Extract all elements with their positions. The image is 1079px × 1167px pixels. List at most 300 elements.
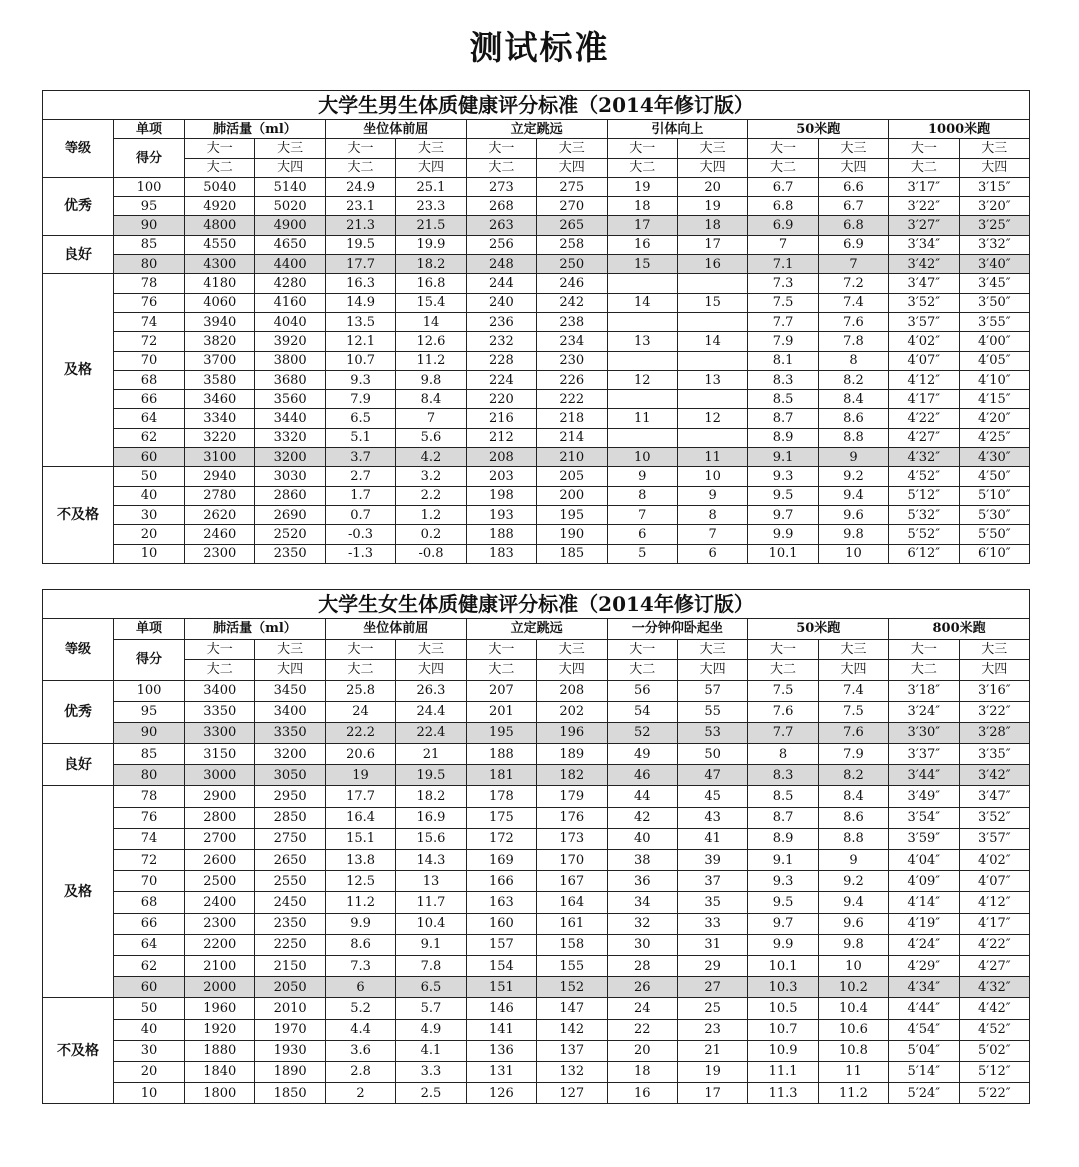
- year-group-label: 大三: [959, 139, 1029, 158]
- value-cell: 208: [466, 448, 536, 467]
- grade-label: 及格: [43, 786, 114, 998]
- value-cell: 160: [466, 913, 536, 934]
- year-group-label: 大四: [537, 660, 607, 681]
- value-cell: 9.3: [325, 370, 395, 389]
- value-cell: 55: [677, 701, 747, 722]
- table-row: [43, 977, 1030, 998]
- value-cell: 4′24″: [889, 934, 959, 955]
- value-cell: 10: [677, 467, 747, 486]
- value-cell: 10: [818, 544, 888, 563]
- value-cell: 3′54″: [889, 807, 959, 828]
- test-item-header: 50米跑: [748, 120, 889, 139]
- value-cell: 3200: [255, 448, 325, 467]
- table-row: [43, 701, 1030, 722]
- value-cell: 10.7: [748, 1019, 818, 1040]
- year-group-label: 大二: [325, 660, 395, 681]
- value-cell: 9.7: [748, 913, 818, 934]
- value-cell: 9.8: [396, 370, 466, 389]
- value-cell: 4′00″: [959, 332, 1029, 351]
- value-cell: [607, 274, 677, 293]
- table-row: [43, 255, 1030, 274]
- table-row: [43, 428, 1030, 447]
- value-cell: 28: [607, 955, 677, 976]
- value-cell: 208: [537, 680, 607, 701]
- value-cell: [677, 351, 747, 370]
- value-cell: 201: [466, 701, 536, 722]
- value-cell: 8.2: [818, 370, 888, 389]
- year-group-label: 大三: [677, 639, 747, 660]
- value-cell: 4920: [185, 197, 255, 216]
- value-cell: 2700: [185, 828, 255, 849]
- value-cell: 13: [396, 871, 466, 892]
- year-group-label: 大三: [537, 639, 607, 660]
- value-cell: 248: [466, 255, 536, 274]
- value-cell: 4′19″: [889, 913, 959, 934]
- table-row: [43, 744, 1030, 765]
- test-item-header: 肺活量（ml）: [185, 619, 326, 640]
- value-cell: 7.6: [748, 701, 818, 722]
- value-cell: 195: [466, 722, 536, 743]
- table-row: [43, 850, 1030, 871]
- value-cell: 240: [466, 293, 536, 312]
- score-cell: 60: [114, 977, 185, 998]
- value-cell: 1920: [185, 1019, 255, 1040]
- table-row: [43, 235, 1030, 254]
- value-cell: 11.3: [748, 1083, 818, 1104]
- value-cell: 2550: [255, 871, 325, 892]
- value-cell: 3′27″: [889, 216, 959, 235]
- value-cell: 4′07″: [889, 351, 959, 370]
- value-cell: 20.6: [325, 744, 395, 765]
- value-cell: 7.9: [748, 332, 818, 351]
- value-cell: 4′12″: [889, 370, 959, 389]
- value-cell: 136: [466, 1040, 536, 1061]
- value-cell: 3′44″: [889, 765, 959, 786]
- value-cell: 10.3: [748, 977, 818, 998]
- value-cell: 2.7: [325, 467, 395, 486]
- value-cell: 4′14″: [889, 892, 959, 913]
- score-cell: 100: [114, 177, 185, 196]
- value-cell: 7.9: [818, 744, 888, 765]
- value-cell: 188: [466, 744, 536, 765]
- value-cell: 34: [607, 892, 677, 913]
- value-cell: 17.7: [325, 255, 395, 274]
- value-cell: 9: [677, 486, 747, 505]
- header-row: [43, 660, 1030, 681]
- value-cell: 5′02″: [959, 1040, 1029, 1061]
- value-cell: 5.2: [325, 998, 395, 1019]
- grade-header: 等级: [43, 120, 114, 178]
- value-cell: 268: [466, 197, 536, 216]
- value-cell: 166: [466, 871, 536, 892]
- value-cell: 263: [466, 216, 536, 235]
- value-cell: 4.9: [396, 1019, 466, 1040]
- value-cell: 3′24″: [889, 701, 959, 722]
- value-cell: 9.4: [818, 892, 888, 913]
- value-cell: [677, 274, 747, 293]
- value-cell: 15.6: [396, 828, 466, 849]
- grade-label: 良好: [43, 744, 114, 786]
- value-cell: 1.2: [396, 505, 466, 524]
- value-cell: 35: [677, 892, 747, 913]
- value-cell: 3′57″: [889, 312, 959, 331]
- value-cell: 16: [607, 235, 677, 254]
- value-cell: 8.6: [818, 807, 888, 828]
- value-cell: 6.9: [748, 216, 818, 235]
- value-cell: 12: [677, 409, 747, 428]
- value-cell: 7.5: [818, 701, 888, 722]
- value-cell: 196: [537, 722, 607, 743]
- value-cell: 8.9: [748, 428, 818, 447]
- value-cell: 12.1: [325, 332, 395, 351]
- value-cell: 8.1: [748, 351, 818, 370]
- value-cell: 3′42″: [959, 765, 1029, 786]
- value-cell: 3′40″: [959, 255, 1029, 274]
- value-cell: 4550: [185, 235, 255, 254]
- value-cell: 54: [607, 701, 677, 722]
- value-cell: -0.3: [325, 525, 395, 544]
- header-row: [43, 139, 1030, 158]
- value-cell: 9.2: [818, 467, 888, 486]
- value-cell: 10.7: [325, 351, 395, 370]
- value-cell: [607, 428, 677, 447]
- value-cell: 7: [677, 525, 747, 544]
- value-cell: 4′17″: [889, 390, 959, 409]
- value-cell: 4180: [185, 274, 255, 293]
- value-cell: 242: [537, 293, 607, 312]
- value-cell: 9.7: [748, 505, 818, 524]
- score-cell: 100: [114, 680, 185, 701]
- value-cell: 4′32″: [959, 977, 1029, 998]
- value-cell: 5020: [255, 197, 325, 216]
- value-cell: 5′12″: [889, 486, 959, 505]
- value-cell: 11: [607, 409, 677, 428]
- value-cell: 258: [537, 235, 607, 254]
- value-cell: 19.9: [396, 235, 466, 254]
- value-cell: 3′18″: [889, 680, 959, 701]
- value-cell: 11.2: [396, 351, 466, 370]
- value-cell: 7.4: [818, 680, 888, 701]
- value-cell: 52: [607, 722, 677, 743]
- value-cell: 205: [537, 467, 607, 486]
- value-cell: 37: [677, 871, 747, 892]
- value-cell: 8: [818, 351, 888, 370]
- value-cell: 183: [466, 544, 536, 563]
- header-row: [43, 619, 1030, 640]
- value-cell: 3.3: [396, 1061, 466, 1082]
- year-group-label: 大一: [325, 139, 395, 158]
- value-cell: 7: [748, 235, 818, 254]
- value-cell: 9.5: [748, 486, 818, 505]
- year-group-label: 大一: [185, 639, 255, 660]
- value-cell: 17: [677, 1083, 747, 1104]
- value-cell: 2300: [185, 913, 255, 934]
- value-cell: 7.5: [748, 293, 818, 312]
- value-cell: 22.2: [325, 722, 395, 743]
- value-cell: 2350: [255, 913, 325, 934]
- value-cell: 14: [607, 293, 677, 312]
- value-cell: 14.9: [325, 293, 395, 312]
- value-cell: 203: [466, 467, 536, 486]
- value-cell: 7.6: [818, 312, 888, 331]
- grade-header: 等级: [43, 619, 114, 681]
- value-cell: 3700: [185, 351, 255, 370]
- value-cell: 2050: [255, 977, 325, 998]
- value-cell: 3′37″: [889, 744, 959, 765]
- score-cell: 64: [114, 409, 185, 428]
- table-row: [43, 955, 1030, 976]
- value-cell: 26.3: [396, 680, 466, 701]
- value-cell: 1970: [255, 1019, 325, 1040]
- value-cell: 5.6: [396, 428, 466, 447]
- score-cell: 66: [114, 913, 185, 934]
- value-cell: 0.2: [396, 525, 466, 544]
- table-row: [43, 409, 1030, 428]
- value-cell: 173: [537, 828, 607, 849]
- value-cell: 2400: [185, 892, 255, 913]
- value-cell: 3′57″: [959, 828, 1029, 849]
- value-cell: 3′20″: [959, 197, 1029, 216]
- value-cell: 3′47″: [959, 786, 1029, 807]
- value-cell: 181: [466, 765, 536, 786]
- value-cell: 6.5: [396, 977, 466, 998]
- value-cell: 1960: [185, 998, 255, 1019]
- value-cell: 22.4: [396, 722, 466, 743]
- value-cell: 4′12″: [959, 892, 1029, 913]
- value-cell: 9: [818, 448, 888, 467]
- value-cell: 2940: [185, 467, 255, 486]
- value-cell: 4′20″: [959, 409, 1029, 428]
- header-row: [43, 158, 1030, 177]
- year-group-label: 大一: [607, 139, 677, 158]
- year-group-label: 大四: [818, 158, 888, 177]
- table-row: [43, 351, 1030, 370]
- score-cell: 62: [114, 955, 185, 976]
- value-cell: 3′35″: [959, 744, 1029, 765]
- value-cell: 12: [607, 370, 677, 389]
- value-cell: 4′02″: [959, 850, 1029, 871]
- value-cell: 3′16″: [959, 680, 1029, 701]
- value-cell: 169: [466, 850, 536, 871]
- value-cell: 151: [466, 977, 536, 998]
- value-cell: 3′15″: [959, 177, 1029, 196]
- value-cell: 236: [466, 312, 536, 331]
- value-cell: 3′30″: [889, 722, 959, 743]
- value-cell: 155: [537, 955, 607, 976]
- value-cell: 4060: [185, 293, 255, 312]
- value-cell: 11.7: [396, 892, 466, 913]
- value-cell: 25.8: [325, 680, 395, 701]
- value-cell: 2460: [185, 525, 255, 544]
- test-item-header: 引体向上: [607, 120, 748, 139]
- value-cell: 8.8: [818, 428, 888, 447]
- value-cell: 141: [466, 1019, 536, 1040]
- value-cell: 25.1: [396, 177, 466, 196]
- value-cell: 21.3: [325, 216, 395, 235]
- value-cell: 7: [818, 255, 888, 274]
- value-cell: 21: [677, 1040, 747, 1061]
- value-cell: 232: [466, 332, 536, 351]
- value-cell: 4040: [255, 312, 325, 331]
- value-cell: 12.5: [325, 871, 395, 892]
- value-cell: [677, 390, 747, 409]
- table-row: [43, 293, 1030, 312]
- value-cell: 7.3: [748, 274, 818, 293]
- value-cell: 2.8: [325, 1061, 395, 1082]
- value-cell: 18.2: [396, 786, 466, 807]
- value-cell: 220: [466, 390, 536, 409]
- value-cell: 167: [537, 871, 607, 892]
- year-group-label: 大三: [396, 639, 466, 660]
- value-cell: 11.2: [325, 892, 395, 913]
- value-cell: 142: [537, 1019, 607, 1040]
- value-cell: 228: [466, 351, 536, 370]
- value-cell: 4900: [255, 216, 325, 235]
- table-row: [43, 680, 1030, 701]
- grade-label: 不及格: [43, 998, 114, 1104]
- value-cell: 198: [466, 486, 536, 505]
- value-cell: 23: [677, 1019, 747, 1040]
- value-cell: 3′34″: [889, 235, 959, 254]
- value-cell: 8.4: [818, 390, 888, 409]
- year-group-label: 大三: [818, 139, 888, 158]
- value-cell: 4′27″: [959, 955, 1029, 976]
- value-cell: 8: [607, 486, 677, 505]
- table-row: [43, 807, 1030, 828]
- value-cell: 31: [677, 934, 747, 955]
- value-cell: 8.8: [818, 828, 888, 849]
- value-cell: 1890: [255, 1061, 325, 1082]
- score-cell: 70: [114, 351, 185, 370]
- value-cell: 3.6: [325, 1040, 395, 1061]
- table-row: [43, 765, 1030, 786]
- value-cell: 234: [537, 332, 607, 351]
- value-cell: 3680: [255, 370, 325, 389]
- table-row: [43, 177, 1030, 196]
- value-cell: 38: [607, 850, 677, 871]
- table-row: [43, 1061, 1030, 1082]
- value-cell: 14: [677, 332, 747, 351]
- value-cell: 270: [537, 197, 607, 216]
- value-cell: [677, 428, 747, 447]
- value-cell: 6.8: [818, 216, 888, 235]
- table-title: 大学生男生体质健康评分标准（2014年修订版）: [42, 90, 1030, 119]
- value-cell: 3′17″: [889, 177, 959, 196]
- table-row: [43, 505, 1030, 524]
- value-cell: 190: [537, 525, 607, 544]
- score-header: 单项: [114, 619, 185, 640]
- value-cell: 127: [537, 1083, 607, 1104]
- value-cell: 8.4: [818, 786, 888, 807]
- value-cell: 202: [537, 701, 607, 722]
- value-cell: 3560: [255, 390, 325, 409]
- test-item-header: 坐位体前屈: [325, 619, 466, 640]
- table-row: [43, 370, 1030, 389]
- value-cell: 8.7: [748, 409, 818, 428]
- test-item-header: 立定跳远: [466, 619, 607, 640]
- value-cell: 3′22″: [889, 197, 959, 216]
- value-cell: 4400: [255, 255, 325, 274]
- value-cell: 5040: [185, 177, 255, 196]
- table-row: [43, 448, 1030, 467]
- value-cell: 6.5: [325, 409, 395, 428]
- year-group-label: 大四: [255, 660, 325, 681]
- value-cell: 8.5: [748, 390, 818, 409]
- score-cell: 50: [114, 467, 185, 486]
- value-cell: 9.1: [748, 850, 818, 871]
- test-item-header: 1000米跑: [889, 120, 1030, 139]
- value-cell: 9.9: [325, 913, 395, 934]
- value-cell: 4′50″: [959, 467, 1029, 486]
- value-cell: 4300: [185, 255, 255, 274]
- score-header: 得分: [114, 139, 185, 178]
- value-cell: 4.1: [396, 1040, 466, 1061]
- value-cell: 4800: [185, 216, 255, 235]
- header-row: [43, 120, 1030, 139]
- value-cell: 178: [466, 786, 536, 807]
- value-cell: 164: [537, 892, 607, 913]
- value-cell: 24: [325, 701, 395, 722]
- value-cell: 2.2: [396, 486, 466, 505]
- year-group-label: 大四: [677, 158, 747, 177]
- value-cell: 158: [537, 934, 607, 955]
- score-cell: 72: [114, 332, 185, 351]
- value-cell: 3′32″: [959, 235, 1029, 254]
- year-group-label: 大一: [889, 139, 959, 158]
- value-cell: 3′50″: [959, 293, 1029, 312]
- value-cell: 5′50″: [959, 525, 1029, 544]
- value-cell: 230: [537, 351, 607, 370]
- value-cell: 9.3: [748, 871, 818, 892]
- value-cell: 10.4: [396, 913, 466, 934]
- score-cell: 90: [114, 722, 185, 743]
- year-group-label: 大一: [466, 639, 536, 660]
- value-cell: 4280: [255, 274, 325, 293]
- value-cell: 3820: [185, 332, 255, 351]
- value-cell: 179: [537, 786, 607, 807]
- value-cell: 29: [677, 955, 747, 976]
- value-cell: 172: [466, 828, 536, 849]
- table-row: [43, 332, 1030, 351]
- value-cell: 46: [607, 765, 677, 786]
- value-cell: 5′30″: [959, 505, 1029, 524]
- value-cell: 3300: [185, 722, 255, 743]
- value-cell: 273: [466, 177, 536, 196]
- value-cell: 39: [677, 850, 747, 871]
- value-cell: 19: [607, 177, 677, 196]
- year-group-label: 大二: [466, 158, 536, 177]
- value-cell: 10.1: [748, 544, 818, 563]
- value-cell: 188: [466, 525, 536, 544]
- score-cell: 10: [114, 1083, 185, 1104]
- value-cell: 7.1: [748, 255, 818, 274]
- year-group-label: 大四: [677, 660, 747, 681]
- value-cell: 44: [607, 786, 677, 807]
- year-group-label: 大三: [255, 139, 325, 158]
- value-cell: 222: [537, 390, 607, 409]
- value-cell: 2.5: [396, 1083, 466, 1104]
- table-row: [43, 274, 1030, 293]
- value-cell: 265: [537, 216, 607, 235]
- value-cell: 226: [537, 370, 607, 389]
- value-cell: 2850: [255, 807, 325, 828]
- value-cell: 7.9: [325, 390, 395, 409]
- value-cell: 10.9: [748, 1040, 818, 1061]
- value-cell: 9.8: [818, 934, 888, 955]
- value-cell: 157: [466, 934, 536, 955]
- value-cell: 10: [607, 448, 677, 467]
- value-cell: 4′25″: [959, 428, 1029, 447]
